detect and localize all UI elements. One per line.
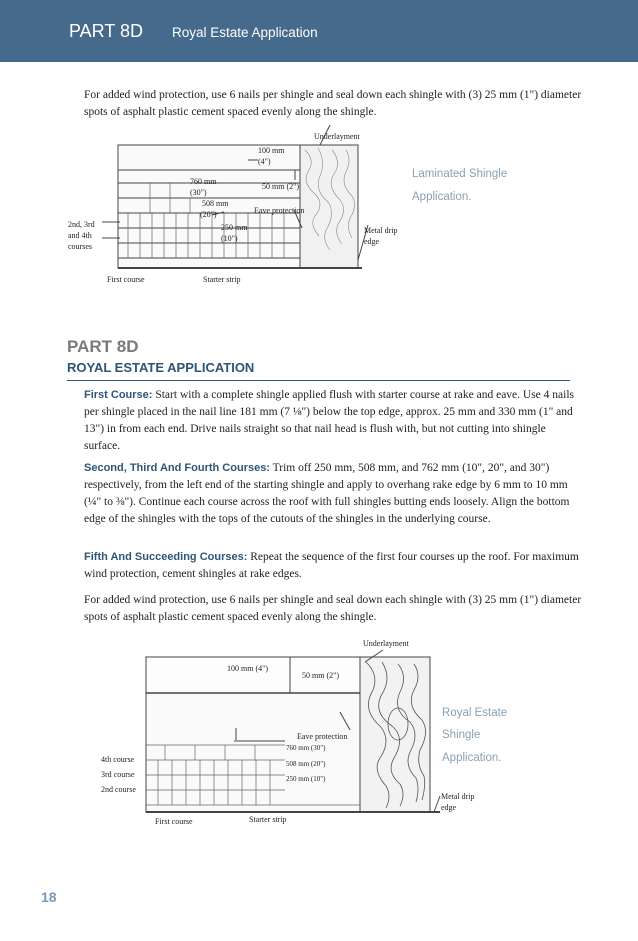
- fig2-250mm-label: 250 mm (10"): [286, 775, 326, 783]
- fig1-760mm-label: 760 mm: [190, 177, 217, 186]
- fig1-250mm-in-label: (10"): [221, 234, 238, 243]
- header-title: Royal Estate Application: [172, 25, 318, 40]
- fig1-250mm-label: 250 mm: [221, 223, 248, 232]
- fig2-caption-line2: Shingle: [442, 729, 481, 741]
- fig1-caption-line2: Application.: [412, 191, 472, 203]
- succeeding-text: Repeat the sequence of the first four courses up the roof. For maximum wind protection, cement shingles at rake edges.: [84, 551, 579, 580]
- fig1-508mm-label: 508 mm: [202, 199, 229, 208]
- fig2-caption-line1: Royal Estate: [442, 707, 508, 719]
- fig2-50mm-label: 50 mm (2"): [302, 671, 340, 680]
- fig2-metal-label-2: edge: [441, 803, 457, 812]
- header-part: PART 8D: [69, 21, 144, 41]
- fig1-100mm-in-label: (4"): [258, 157, 271, 166]
- fig1-eave-label: Eave protection: [254, 206, 305, 215]
- succeeding-heading: Fifth And Succeeding Courses:: [84, 551, 248, 563]
- first-course-text: Start with a complete shingle applied flush with starter course at rake and eave. Use 4 nails per shingle placed in the nail line 181 mm (7 ⅛") below the top edge, approx. 25 mm and 330 mm (1" and 13") in from each end. Drive nails straight so that nail head is flush with, but not cutting into shingle surface.: [84, 389, 575, 452]
- fig2-100mm-label: 100 mm (4"): [227, 664, 269, 673]
- fig1-metal-label-2: edge: [364, 237, 380, 246]
- fig1-caption-line1: Laminated Shingle: [412, 168, 508, 180]
- wind-protection-paragraph: For added wind protection, use 6 nails per shingle and seal down each shingle with (3) 25 mm (1") diameter spots of asphalt plastic cement spaced evenly along the shingle.: [84, 594, 582, 623]
- fig1-courses-label-2: and 4th: [68, 231, 92, 240]
- fig1-first-course-label: First course: [107, 275, 145, 284]
- fig2-508mm-label: 508 mm (20"): [286, 760, 326, 768]
- page-number: 18: [41, 889, 57, 905]
- fig2-metal-label: Metal drip: [441, 792, 475, 801]
- first-course-heading: First Course:: [84, 389, 153, 401]
- fig1-100mm-label: 100 mm: [258, 146, 285, 155]
- fig1-508mm-in-label: (20"): [200, 210, 217, 219]
- fig2-starter-label: Starter strip: [249, 815, 287, 824]
- fig2-first-course-label: First course: [155, 817, 193, 826]
- fig2-2nd-course-label: 2nd course: [101, 785, 136, 794]
- courses-heading: Second, Third And Fourth Courses:: [84, 462, 270, 474]
- fig1-courses-label-3: courses: [68, 242, 92, 251]
- fig2-4th-course-label: 4th course: [101, 755, 135, 764]
- fig1-starter-label: Starter strip: [203, 275, 241, 284]
- section-title: ROYAL ESTATE APPLICATION: [67, 360, 255, 375]
- fig2-3rd-course-label: 3rd course: [101, 770, 135, 779]
- courses-text: Trim off 250 mm, 508 mm, and 762 mm (10", 20", and 30") respectively, from the left end of the starting shingle and apply to overhang rake edge by 6 mm to 10 mm (¼" to ⅜"). Continue each course across the roof with full shingles butting ends loosely. Align the bottom edge of the shingles with the tops of the cutouts of the shingles in the underlying course.: [84, 462, 570, 525]
- intro-paragraph: For added wind protection, use 6 nails per shingle and seal down each shingle with (3) 25 mm (1") diameter spots of asphalt plastic cement spaced evenly along the shingle.: [84, 89, 582, 118]
- fig1-metal-label: Metal drip: [364, 226, 398, 235]
- fig1-underlayment-label: Underlayment: [314, 132, 360, 141]
- fig1-760mm-in-label: (30"): [190, 188, 207, 197]
- fig1-courses-label: 2nd, 3rd: [68, 220, 95, 229]
- fig2-caption-line3: Application.: [442, 752, 502, 764]
- fig2-760mm-label: 760 mm (30"): [286, 744, 326, 752]
- fig1-50mm-label: 50 mm (2"): [262, 182, 300, 191]
- section-part: PART 8D: [67, 337, 139, 356]
- fig2-eave-label: Eave protection: [297, 732, 348, 741]
- fig2-underlayment-label: Underlayment: [363, 639, 409, 648]
